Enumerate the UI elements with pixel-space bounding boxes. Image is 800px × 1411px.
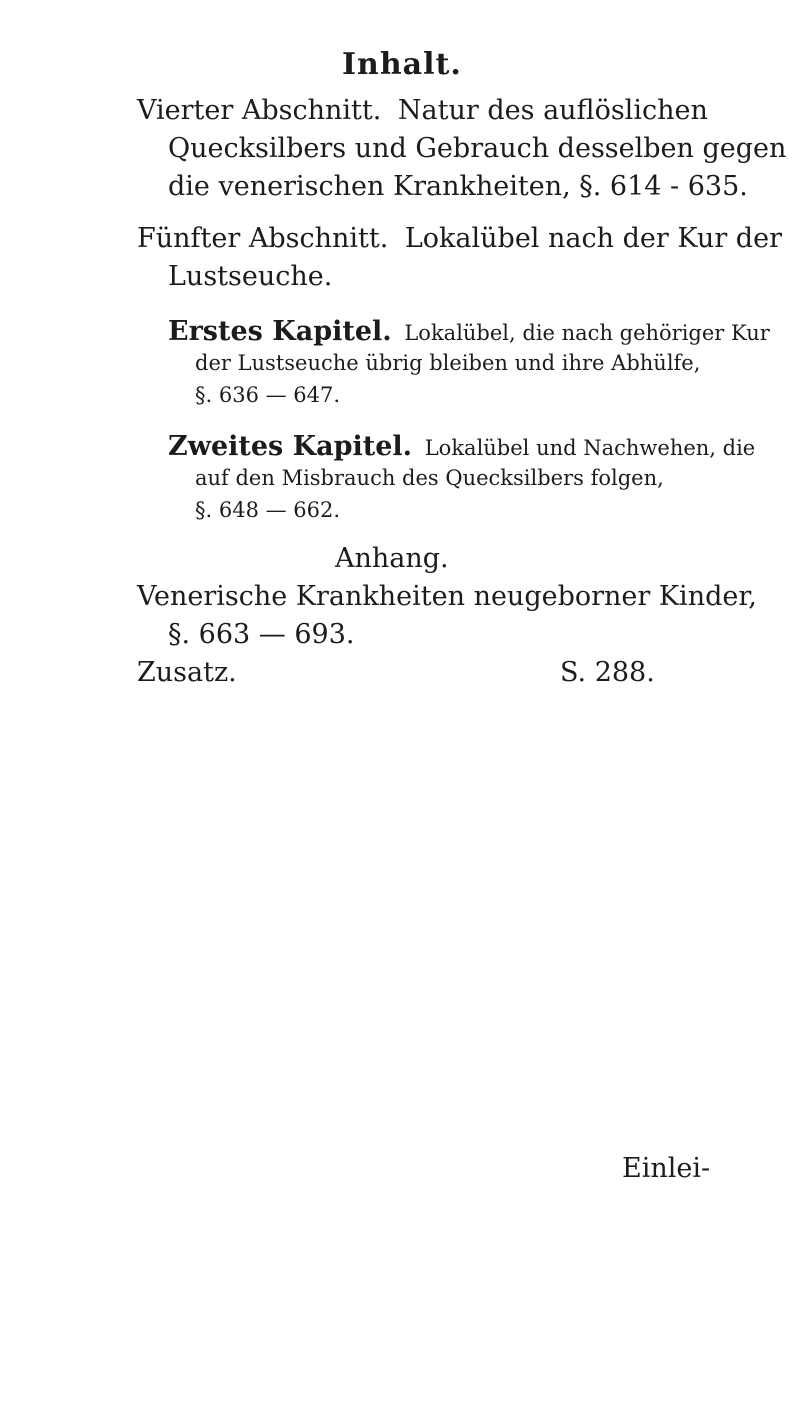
chapter1-title: Erstes Kapitel. <box>168 316 392 347</box>
chapter2-title: Zweites Kapitel. <box>168 431 413 462</box>
section4-text1: Natur des auflöslichen <box>397 95 708 126</box>
catchword: Einlei- <box>622 1153 711 1184</box>
addendum-page: S. 288. <box>560 657 655 688</box>
chapter1-text3: §. 636 — 647. <box>195 383 341 407</box>
chapter2-text2: auf den Misbrauch des Quecksilbers folgen, <box>195 466 664 490</box>
section5-text2: Lustseuche. <box>168 261 333 292</box>
section4-text3: die venerischen Krankheiten, §. 614 - 635. <box>168 171 748 202</box>
section5-text1: Lokalübel nach der Kur der <box>404 223 782 254</box>
appendix-text2: §. 663 — 693. <box>168 619 355 650</box>
chapter1-text2: der Lustseuche übrig bleiben und ihre Abhülfe, <box>195 351 701 375</box>
toc-entry-chapter2-line1 <box>168 433 755 460</box>
appendix-text1: Venerische Krankheiten neugeborner Kinder, <box>137 581 757 612</box>
page-header: Inhalt. <box>342 47 462 82</box>
section4-text2: Quecksilbers und Gebrauch desselben gegen <box>168 133 787 164</box>
chapter1-text1: Lokalübel, die nach gehöriger Kur <box>404 321 770 345</box>
chapter2-text1: Lokalübel und Nachwehen, die <box>424 436 756 460</box>
toc-entry-section4-line1 <box>137 97 708 124</box>
section5-title: Fünfter Abschnitt. <box>137 223 389 254</box>
toc-entry-section5-line1 <box>137 225 782 252</box>
chapter2-text3: §. 648 — 662. <box>195 498 341 522</box>
section4-title: Vierter Abschnitt. <box>137 95 382 126</box>
toc-entry-chapter1-line1 <box>168 318 770 345</box>
appendix-title: Anhang. <box>335 543 449 574</box>
addendum-label: Zusatz. <box>137 657 237 688</box>
